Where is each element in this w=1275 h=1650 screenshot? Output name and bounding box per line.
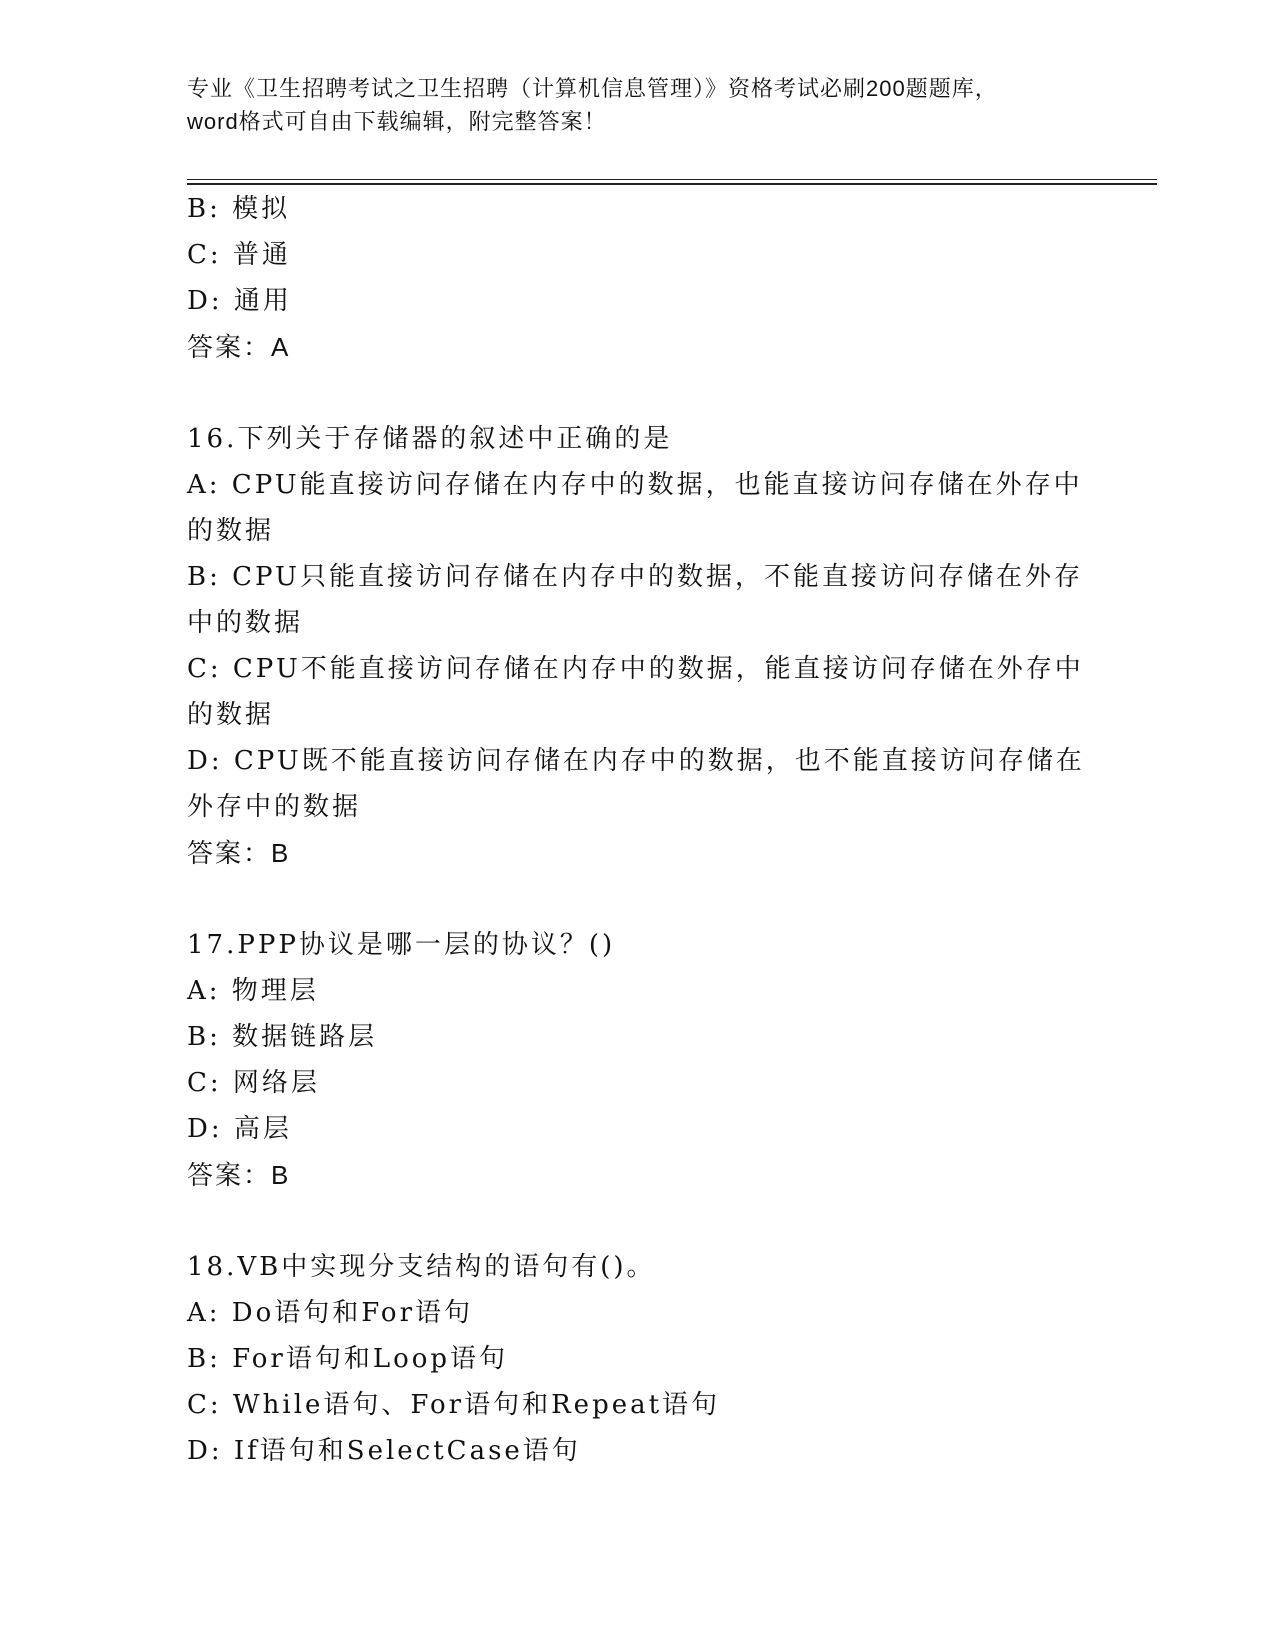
header-rule-thick <box>187 183 1157 185</box>
option-c: C: 普通 <box>187 240 291 270</box>
answer-line: 答案：B <box>187 838 291 868</box>
option-c-cont: 的数据 <box>187 700 275 730</box>
question-15-tail <box>187 186 1087 370</box>
option-d: D: 通用 <box>187 286 292 316</box>
header-line-2: word格式可自由下载编辑，附完整答案！ <box>187 109 607 134</box>
spacer <box>187 1198 1087 1244</box>
option-d: D: 高层 <box>187 1114 292 1144</box>
option-a: A: 物理层 <box>187 976 319 1006</box>
question-16 <box>187 416 1087 876</box>
option-a: A: CPU能直接访问存储在内存中的数据，也能直接访问存储在外存中 <box>187 470 1083 500</box>
option-d: D: CPU既不能直接访问存储在内存中的数据，也不能直接访问存储在 <box>187 746 1085 776</box>
option-b: B: 模拟 <box>187 194 291 224</box>
option-c: C: 网络层 <box>187 1068 320 1098</box>
question-18 <box>187 1244 1087 1474</box>
header-line-1: 专业《卫生招聘考试之卫生招聘（计算机信息管理）》资格考试必刷200题题库， <box>187 76 998 101</box>
question-list <box>187 186 1087 1474</box>
option-d: D: If语句和SelectCase语句 <box>187 1436 581 1466</box>
spacer <box>187 876 1087 922</box>
option-b: B: For语句和Loop语句 <box>187 1344 509 1374</box>
option-c: C: While语句、For语句和Repeat语句 <box>187 1390 721 1420</box>
answer-line: 答案：A <box>187 332 291 362</box>
option-a-cont: 的数据 <box>187 516 275 546</box>
header-rule-thin <box>187 179 1157 180</box>
question-stem: 16.下列关于存储器的叙述中正确的是 <box>187 424 673 454</box>
spacer <box>187 370 1087 416</box>
page-header <box>187 72 1087 138</box>
answer-line: 答案：B <box>187 1160 291 1190</box>
option-c: C: CPU不能直接访问存储在内存中的数据，能直接访问存储在外存中 <box>187 654 1084 684</box>
option-b-cont: 中的数据 <box>187 608 304 638</box>
question-17 <box>187 922 1087 1198</box>
option-b: B: CPU只能直接访问存储在内存中的数据，不能直接访问存储在外存 <box>187 562 1083 592</box>
question-stem: 18.VB中实现分支结构的语句有()。 <box>187 1252 656 1282</box>
question-stem: 17.PPP协议是哪一层的协议？() <box>187 930 616 960</box>
option-d-cont: 外存中的数据 <box>187 792 362 822</box>
option-b: B: 数据链路层 <box>187 1022 378 1052</box>
option-a: A: Do语句和For语句 <box>187 1298 474 1328</box>
